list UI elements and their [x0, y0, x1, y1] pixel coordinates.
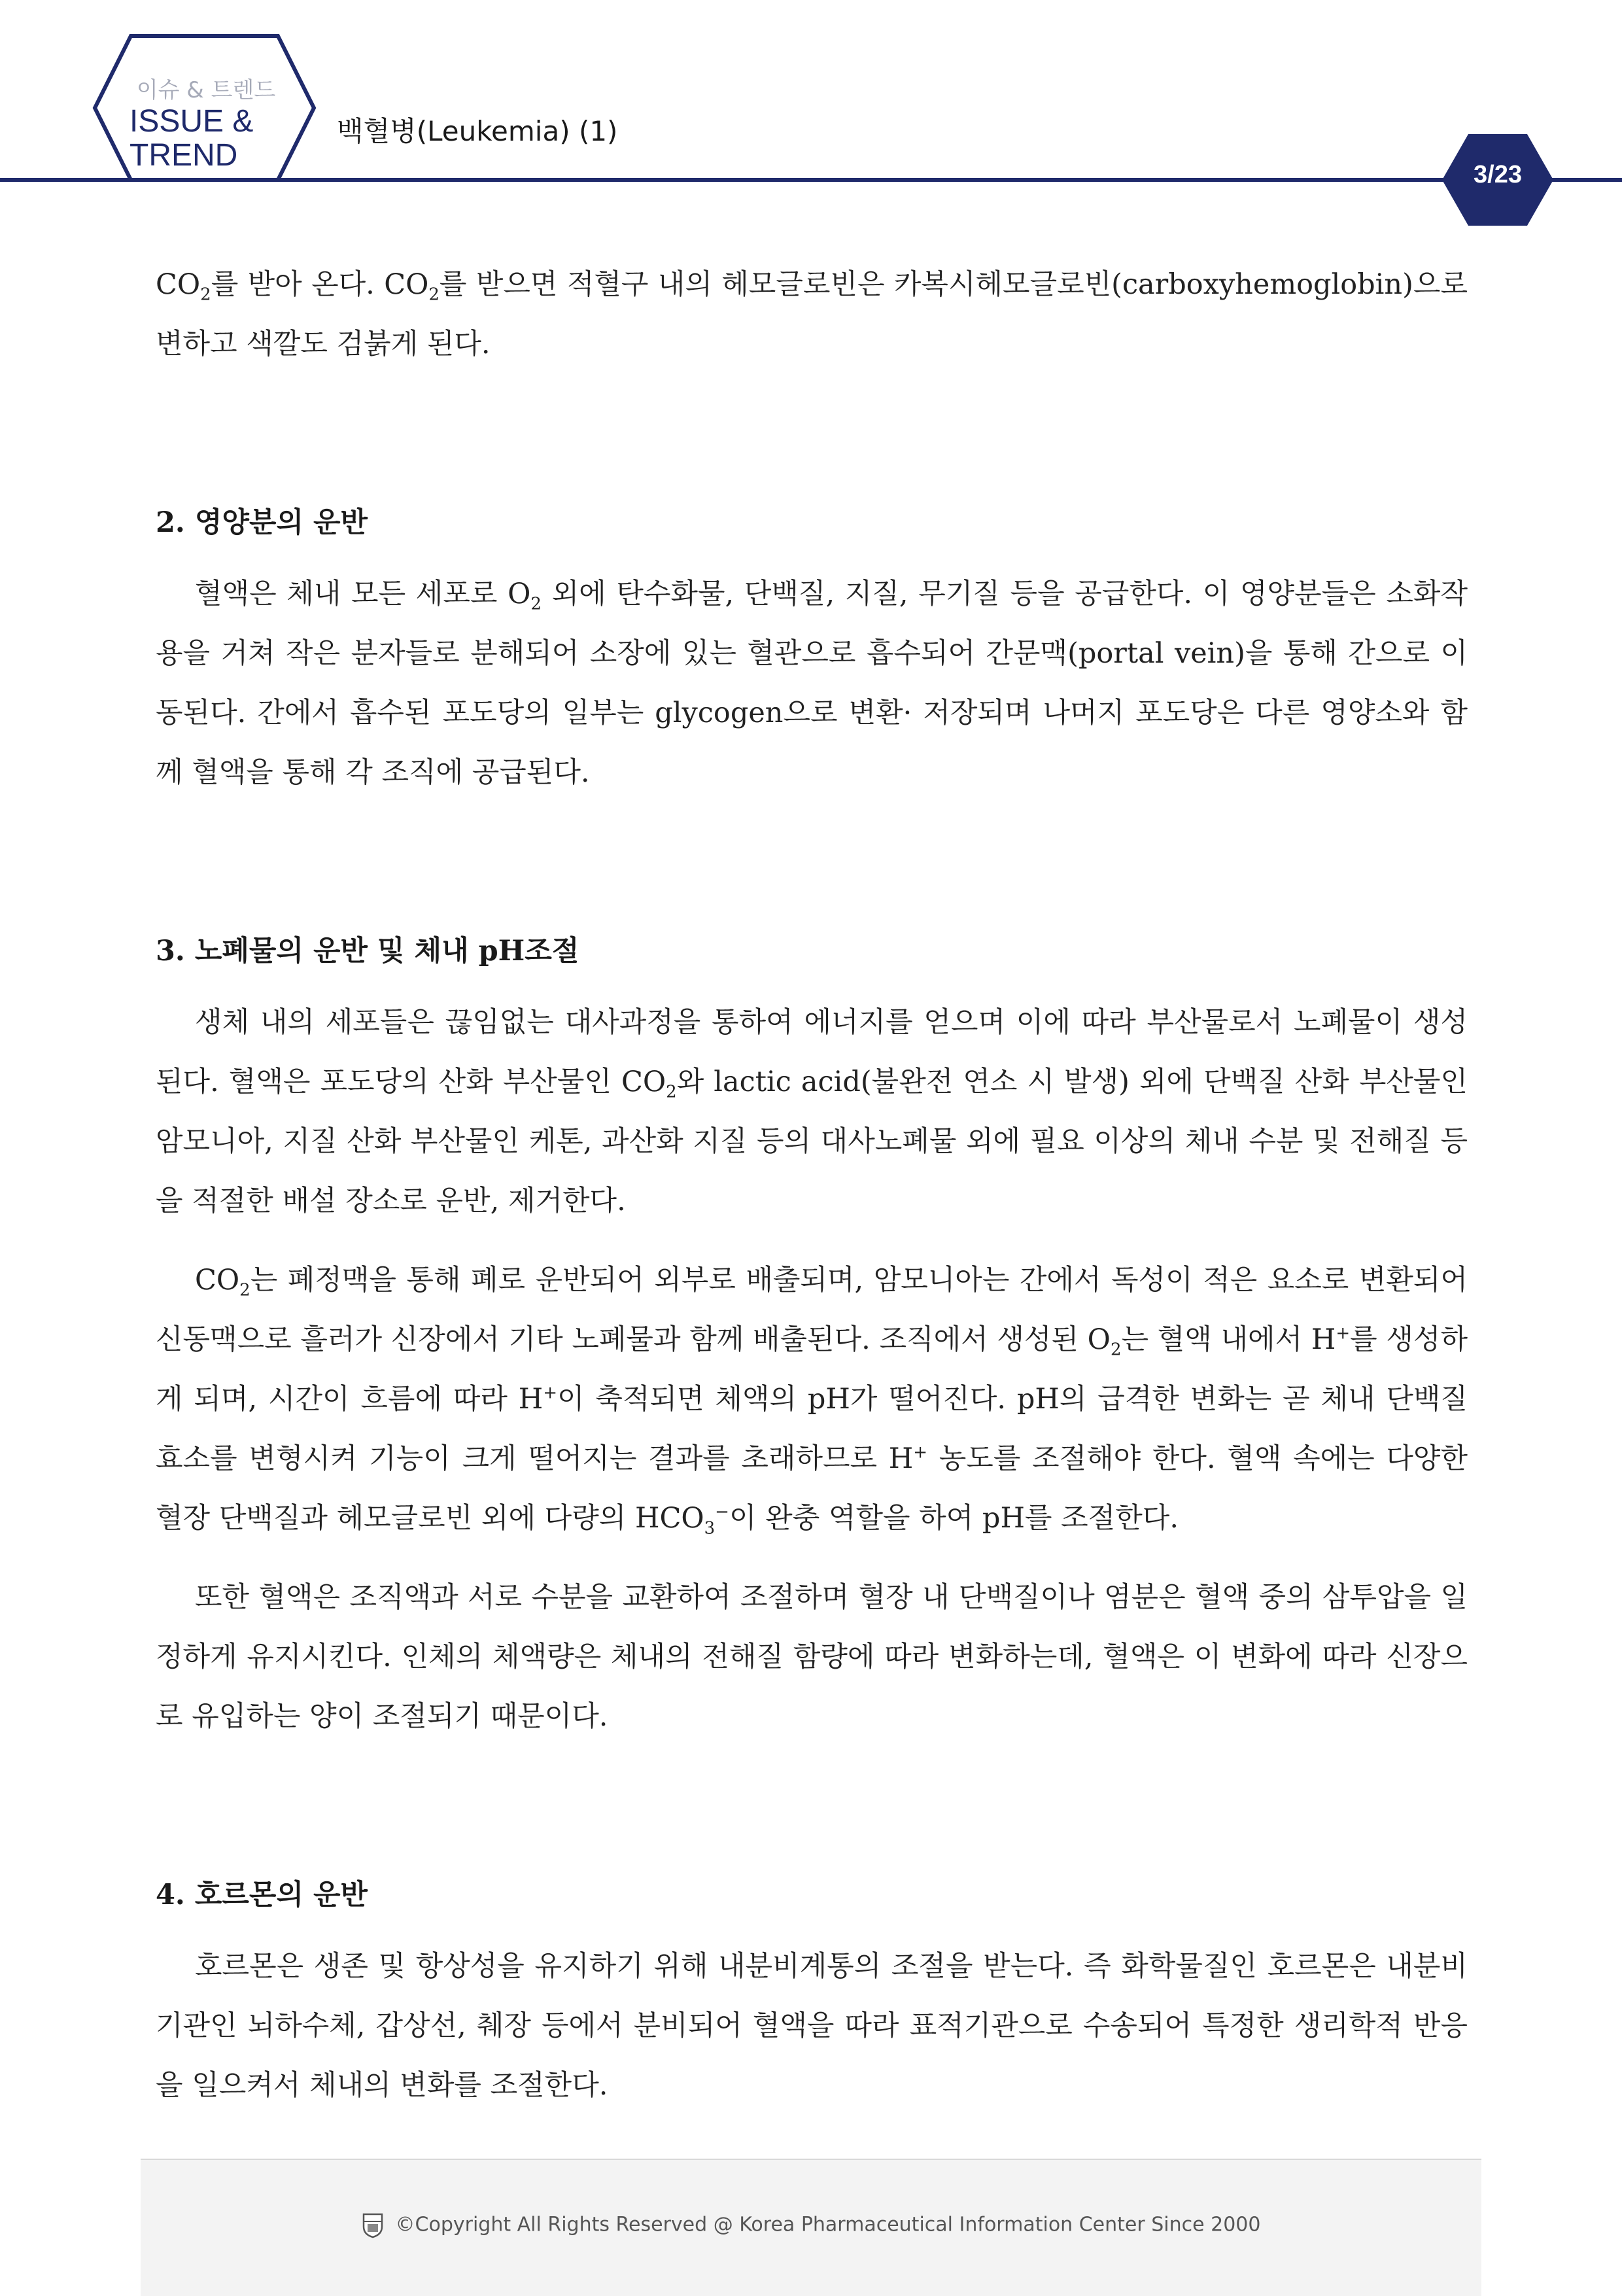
subscript: 3	[704, 1518, 716, 1539]
text-run: 는 폐정맥을 통해 폐로 운반되어 외부로 배출되며, 암모니아는 간에서 독성이 적은 요소로 변환되어 신동맥으로 흘러가 신장에서 기타 노폐물과 함께 배출된다. 조직에서 생성된 O	[156, 1264, 1468, 1356]
superscript: +	[543, 1383, 558, 1403]
crest-icon	[362, 2212, 384, 2238]
section-heading-waste-ph: 3. 노폐물의 운반 및 체내 pH조절	[156, 935, 579, 967]
section-heading-hormones: 4. 호르몬의 운반	[156, 1879, 368, 1911]
superscript: +	[1336, 1323, 1351, 1344]
text-run: 를 받으면 적혈구 내의 헤모글로빈은 카복시헤모글로빈(carboxyhemoglobin)으로 변하고 색깔도 검붉게 된다.	[156, 268, 1468, 360]
badge-title-line2: TREND	[129, 138, 238, 173]
text-run: 생체 내의 세포들은 끊임없는 대사과정을 통하여 에너지를 얻으며 이에 따라 부산물로서 노폐물이 생성된다. 혈액은 포도당의 산화 부산물인 CO	[156, 1006, 1468, 1098]
text-run: CO	[195, 1264, 240, 1296]
main-content	[156, 255, 1468, 2115]
text-run: 혈액은 체내 모든 세포로 O	[195, 578, 531, 610]
paragraph-osmotic-pressure: 또한 혈액은 조직액과 서로 수분을 교환하여 조절하며 혈장 내 단백질이나 염분은 혈액 중의 삼투압을 일정하게 유지시킨다. 인체의 체액량은 체내의 전해질 함량에 따라 변화하는데, 혈액은 이 변화에 따라 신장으로 유입하는 양이 조절되기 때문이다.	[156, 1581, 1468, 1733]
text-run: 농도를 조절해야 한다. 혈액 속에는 다양한 혈장 단백질과 헤모글로빈 외에 다량의 HCO	[156, 1442, 1468, 1535]
text-run: 이 축적되면 체액의 pH가 떨어진다. pH의 급격한 변화는 곧 체내 단백질 효소를 변형시켜 기능이 크게 떨어지는 결과를 초래하므로 H	[156, 1383, 1468, 1475]
paragraph-waste	[156, 993, 1468, 1231]
text-run: 를 받아 온다. CO	[211, 268, 429, 301]
badge-subtitle: 이슈 & 트렌드	[136, 77, 276, 103]
page-footer	[141, 2159, 1481, 2296]
page-header	[0, 0, 1622, 235]
subscript: 2	[239, 1280, 250, 1300]
text-run: CO	[156, 268, 201, 301]
section-heading-nutrients: 2. 영양분의 운반	[156, 506, 368, 539]
superscript: −	[715, 1502, 729, 1522]
badge-title-line1: ISSUE &	[129, 104, 254, 139]
subscript: 2	[1110, 1340, 1122, 1360]
paragraph-nutrients	[156, 565, 1468, 803]
text-run: 이 완충 역할을 하여 pH를 조절한다.	[729, 1502, 1179, 1535]
page-number: 3/23	[1474, 161, 1522, 188]
copyright-text: ©Copyright All Rights Reserved @ Korea Pharmaceutical Information Center Since 2000	[395, 2213, 1261, 2236]
subscript: 2	[428, 285, 440, 305]
badge-title	[129, 105, 253, 173]
document-title: 백혈병(Leukemia) (1)	[337, 115, 618, 147]
paragraph-hormones: 호르몬은 생존 및 항상성을 유지하기 위해 내분비계통의 조절을 받는다. 즉 화학물질인 호르몬은 내분비기관인 뇌하수체, 갑상선, 췌장 등에서 분비되어 혈액을 따라 표적기관으로 수송되어 특정한 생리학적 반응을 일으켜서 체내의 변화를 조절한다.	[156, 1950, 1468, 2102]
text-run: 와 lactic acid(불완전 연소 시 발생) 외에 단백질 산화 부산물인 암모니아, 지질 산화 부산물인 케톤, 과산화 지질 등의 대사노폐물 외에 필요 이상의 체내 수분 및 전해질 등을 적절한 배설 장소로 운반, 제거한다.	[156, 1066, 1468, 1217]
text-run: 는 혈액 내에서 H	[1121, 1323, 1336, 1356]
text-run: 외에 탄수화물, 단백질, 지질, 무기질 등을 공급한다. 이 영양분들은 소화작용을 거쳐 작은 분자들로 분해되어 소장에 있는 혈관으로 흡수되어 간문맥(portal vein)을 통해 간으로 이동된다. 간에서 흡수된 포도당의 일부는 glycogen으로 변환· 저장되며 나머지 포도당은 다른 영양소와 함께 혈액을 통해 각 조직에 공급된다.	[156, 578, 1468, 789]
superscript: +	[913, 1442, 928, 1463]
paragraph-ph-regulation	[156, 1251, 1468, 1548]
subscript: 2	[666, 1082, 677, 1102]
text-run: 를 생성하게 되며, 시간이 흐름에 따라 H	[156, 1323, 1468, 1416]
subscript: 2	[200, 285, 211, 305]
paragraph-co2-continuation	[156, 255, 1468, 374]
subscript: 2	[530, 594, 542, 614]
footer-copyright-row	[141, 2212, 1481, 2238]
